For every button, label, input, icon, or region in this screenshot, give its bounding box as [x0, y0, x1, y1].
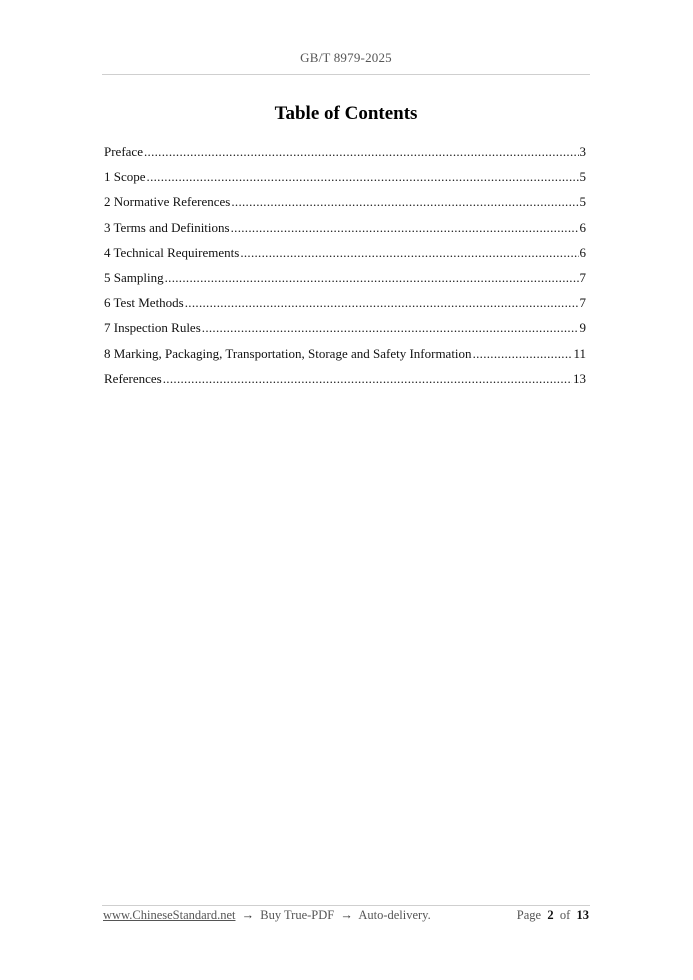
toc-leader-dots [144, 144, 579, 160]
toc-entry-page: 6 [579, 244, 586, 260]
document-code-header: GB/T 8979-2025 [300, 50, 392, 65]
footer-divider [102, 905, 590, 906]
toc-entry-page: 7 [579, 295, 586, 311]
site-link[interactable]: www.ChineseStandard.net [103, 908, 236, 922]
header-divider [102, 74, 590, 75]
toc-entry-preface[interactable] [104, 144, 586, 169]
toc-entry-page: 5 [579, 169, 586, 185]
toc-entry-label: 1 Scope [104, 169, 146, 185]
total-page-number: 13 [576, 908, 589, 922]
toc-entry-label: 4 Technical Requirements [104, 244, 240, 260]
toc-entry-marking-packaging[interactable] [104, 346, 586, 371]
toc-entry-technical-requirements[interactable] [104, 245, 586, 270]
current-page-number: 2 [547, 908, 554, 922]
toc-entry-scope[interactable] [104, 169, 586, 194]
toc-entry-label: 3 Terms and Definitions [104, 219, 230, 235]
toc-entry-normative-references[interactable] [104, 194, 586, 219]
buy-pdf-text: Buy True-PDF [260, 908, 335, 922]
toc-list [104, 144, 586, 396]
toc-leader-dots [163, 371, 572, 387]
toc-entry-sampling[interactable] [104, 270, 586, 295]
toc-entry-page: 11 [573, 345, 586, 361]
toc-entry-page: 3 [579, 144, 586, 159]
arrow-right-icon: → [340, 908, 353, 922]
toc-leader-dots [473, 346, 573, 362]
toc-entry-label: 8 Marking, Packaging, Transportation, Storage and Safety Information [104, 345, 472, 361]
toc-leader-dots [231, 220, 579, 236]
toc-entry-page: 13 [573, 370, 586, 386]
toc-leader-dots [165, 270, 579, 286]
toc-entry-test-methods[interactable] [104, 295, 586, 320]
auto-delivery-text: Auto-delivery. [358, 908, 431, 922]
toc-entry-page: 9 [579, 320, 586, 336]
toc-leader-dots [240, 245, 578, 261]
toc-entry-label: 7 Inspection Rules [104, 320, 201, 336]
toc-entry-label: 6 Test Methods [104, 295, 184, 311]
toc-entry-terms-and-definitions[interactable] [104, 220, 586, 245]
toc-leader-dots [147, 169, 579, 185]
toc-entry-label: 5 Sampling [104, 269, 164, 285]
toc-entry-page: 6 [579, 219, 586, 235]
page-word: Page [516, 908, 542, 922]
footer-promo [103, 908, 431, 923]
toc-leader-dots [202, 320, 579, 336]
toc-entry-references[interactable] [104, 371, 586, 396]
of-word: of [559, 908, 571, 922]
page-footer [103, 908, 589, 923]
toc-entry-inspection-rules[interactable] [104, 320, 586, 345]
toc-leader-dots [231, 194, 578, 210]
toc-entry-label: References [104, 370, 162, 386]
toc-entry-page: 7 [579, 269, 586, 285]
arrow-right-icon: → [241, 908, 255, 922]
toc-leader-dots [185, 295, 579, 311]
page-indicator [517, 908, 589, 923]
toc-entry-label: 2 Normative References [104, 194, 231, 210]
toc-entry-label: Preface [104, 144, 143, 159]
toc-title: Table of Contents [274, 103, 418, 124]
toc-entry-page: 5 [579, 194, 586, 210]
